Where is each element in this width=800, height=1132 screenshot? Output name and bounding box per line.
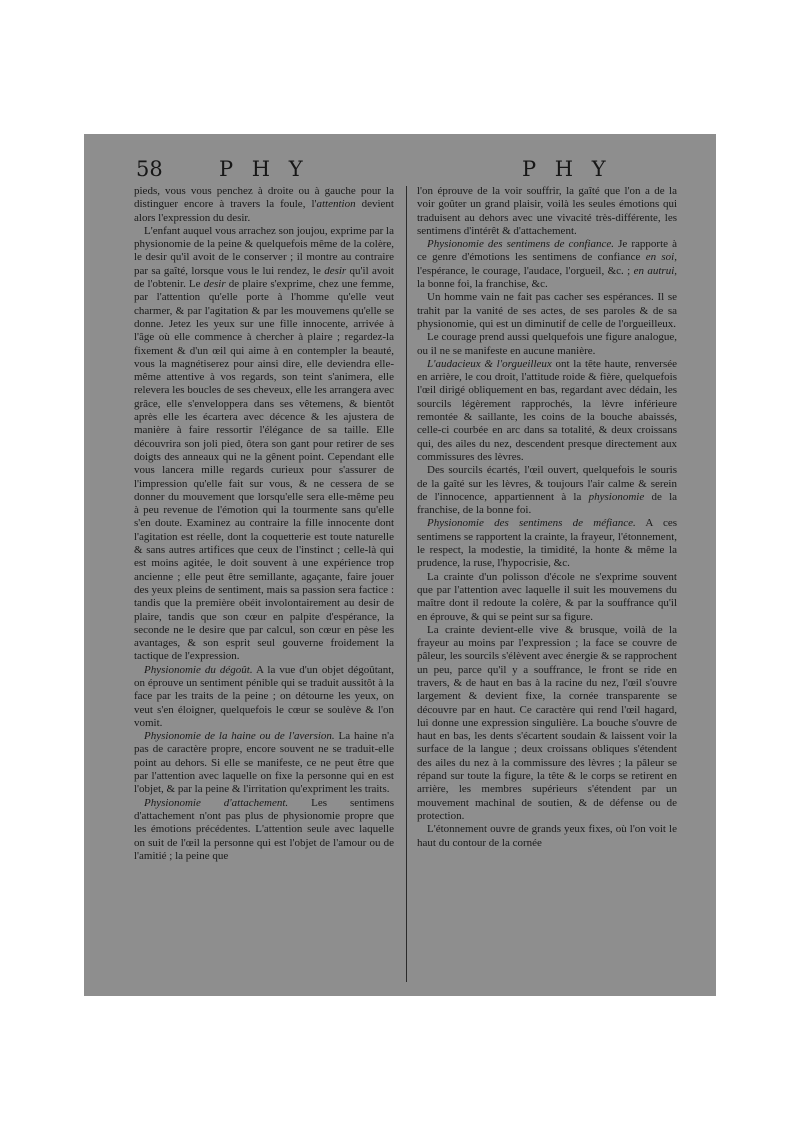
text-run: qu'il avoit de l'obtenir. Le: [134, 264, 394, 291]
text-run: L'enfant auquel vous arrachez son joujou, exprime par la physionomie de la peine & quelquefois même de la colère, le desir qu'il avoit de le conserver ; il montre au contraire par sa gaîté, lorsque vous le lui rendez, le: [134, 224, 394, 277]
left-text-column: [134, 185, 394, 985]
italic-run: Physionomie du dégoût.: [144, 663, 253, 676]
text-run: Un homme vain ne fait pas cacher ses espérances. Il se trahit par la vanité de ses actes, de ses paroles & de sa physionomie, qui est un diminutif de celle de l'orgueilleux.: [417, 291, 677, 330]
text-run: Le courage prend aussi quelquefois une figure analogue, ou il ne se manifeste en aucune manière.: [417, 331, 677, 357]
text-run: , l'espérance, le courage, l'audace, l'orgueil, &c. ;: [417, 251, 677, 277]
text-run: A la vue d'un objet dégoûtant, on éprouve un sentiment pénible qui se traduit aussitôt à la face par les traits de la peine ; on détourne les yeux, on veut s'en éloigner, quelquefois le cœur se soulève & l'on vomit.: [134, 663, 394, 729]
text-run: La haine n'a pas de caractère propre, encore souvent ne se traduit-elle point au dehors. Si elle se manifeste, ce ne peut être que par l'attention avec laquelle on fixe la personne qui en est l'objet, & par la peine & l'irritation qu'expriment les traits.: [134, 730, 394, 796]
paragraph: [417, 571, 677, 624]
text-run: La crainte devient-elle vive & brusque, voilà de la frayeur au moins par l'expression ; la face se couvre de pâleur, les sourcils s'élèvent avec énergie & se rapprochent un peu, parce qu'il y a souffrance, le front se ride en travers, & de haut en bas à la racine du nez, l'œil s'ouvre largement & devient fixe, la cornée transparente se découvre par en haut. Ce caractère qui rend l'œil hagard, lui donne une expression singulière. La bouche s'ouvre de haut en bas, les dents s'écartent soudain & laissent voir la surface de la langue ; deux croissans obliques s'étendent des ailes du nez à la commissure des lèvres ; la pâleur se répand sur toute la figure, la tête & le corps se retirent en arrière, les membres supérieurs s'étendent par un mouvement machinal de soutien, & de défense ou de protection.: [417, 623, 677, 822]
scanned-page: [84, 134, 716, 996]
italic-run: en autrui: [633, 264, 675, 277]
paragraph: [417, 185, 677, 238]
running-head-right: P H Y: [522, 157, 612, 181]
text-run: La crainte d'un polisson d'école ne s'exprime souvent que par l'attention avec laquelle il suit les mouvemens du maître dont il redoute la colère, & par la souffrance qu'il en éprouve, & qui se peint sur sa figure.: [417, 570, 677, 623]
text-run: Des sourcils écartés, l'œil ouvert, quelquefois le souris de la gaîté sur les lèvres, & toujours l'air calme & serein de l'innocence, appartiennent à la: [417, 464, 677, 503]
text-run: devient alors l'expression du desir.: [134, 198, 394, 224]
paragraph: [134, 797, 394, 863]
italic-run: L'audacieux & l'orgueilleux: [427, 357, 552, 370]
text-run: l'on éprouve de la voir souffrir, la gaîté que l'on a de la voir goûter un grand plaisir, voilà les seules émotions qui traduisent au dehors avec une vivacité très-différente, les sentimens d'intérêt & d'attachement.: [417, 185, 677, 237]
column-divider: [406, 186, 407, 982]
paragraph: [417, 358, 677, 464]
italic-run: attention: [316, 198, 356, 211]
paragraph: [417, 238, 677, 291]
paragraph: [134, 225, 394, 664]
text-run: pieds, vous vous penchez à droite ou à gauche pour la distinguer encore à travers la foule, l': [134, 185, 394, 211]
text-run: L'étonnement ouvre de grands yeux fixes, où l'on voit le haut du contour de la cornée: [417, 823, 677, 849]
text-run: Les sentimens d'attachement n'ont pas plus de physionomie propre que les émotions précédentes. L'attention seule avec laquelle on suit de l'œil la personne qui est l'objet de l'amour ou de l'amitié ; la peine que: [134, 796, 394, 862]
text-run: de plaire s'exprime, chez une femme, par l'attention qu'elle porte à l'homme qu'elle veut charmer, & par l'agitation & par les mouvemens qu'elle se donne. Jetez les yeux sur une fille innocente, arrivée à l'âge où elle commence à chercher à plaire ; regardez-la fixement & d'un œil qui aime à en contempler la beauté, vous la magnétiserez pour ainsi dire, elle deviendra elle-même attentive à vos regards, son teint s'animera, elle relevera les boucles de ses cheveux, elle les arrangera avec grâce, elle s'enveloppera dans ses vêtemens, & bientôt après elle les écartera avec décence & les ajustera de manière à faire ressortir l'élégance de sa taille. Elle découvrira son joli pied, ôtera son gant pour retirer de ses doigts des anneaux qui ne la gênent point. Cependant elle vous lancera mille regards curieux pour s'assurer de l'impression qu'elle fait sur vous, & ne cessera de se donner du mouvement que lorsqu'elle sera elle-même peu à peu revenue de l'émotion qui la tourmente sans qu'elle s'en doute. Examinez au contraire la fille innocente dont l'agitation est réelle, dont la coquetterie est toute naturelle & sans autres artifices que ceux de l'instinct ; celle-là qui est moins agitée, le doit souvent à une expérience trop ancienne ; elle peut être semillante, agaçante, faire jouer des yeux pleins de sentiment, mais sa passion sera factice : tandis que la première obéit involontairement au desir de plaire, tandis que son cœur en palpite d'espérance, la seconde ne le desire que par calcul, son cœur en pèse les avantages, & son esprit seul gouverne froidement la tactique de l'expression.: [134, 278, 394, 663]
italic-run: Physionomie d'attachement.: [144, 796, 289, 809]
paragraph: [134, 664, 394, 730]
text-run: de la franchise, de la bonne foi.: [417, 490, 677, 517]
italic-run: Physionomie des sentimens de méfiance.: [427, 517, 636, 530]
italic-run: Physionomie de la haine ou de l'aversion.: [144, 730, 335, 743]
text-run: , la bonne foi, la franchise, &c.: [417, 264, 677, 291]
paragraph: [134, 185, 394, 225]
paragraph: [417, 823, 677, 850]
italic-run: Physionomie des sentimens de confiance.: [427, 238, 615, 251]
text-run: Je rapporte à ce genre d'émotions les sentimens de confiance: [417, 238, 677, 264]
paragraph: [417, 464, 677, 517]
right-text-column: [417, 185, 677, 985]
page-number: 58: [136, 157, 163, 181]
italic-run: physionomie: [588, 490, 645, 503]
text-run: ont la tête haute, renversée en arrière, le cou droit, l'attitude roide & fière, quelquefois l'œil dirigé obliquement en bas, regardant avec dédain, les sourcils légèrement rapprochés, la lèvre inférieure remontée & saillante, les coins de la bouche abaissés, celle-ci courbée en arc dans sa totalité, & deux croissans qui, des ailes du nez, descendent presque directement aux commissures des lèvres.: [417, 357, 677, 463]
italic-run: desir: [324, 264, 347, 277]
paragraph: [417, 517, 677, 570]
paragraph: [417, 624, 677, 823]
paragraph: [134, 730, 394, 796]
italic-run: en soi: [645, 251, 675, 264]
running-head-left: P H Y: [219, 157, 309, 181]
paragraph: [417, 331, 677, 358]
text-run: A ces sentimens se rapportent la crainte, la frayeur, l'étonnement, le respect, la modestie, la timidité, la honte & même la prudence, la ruse, l'hypocrisie, &c.: [417, 517, 677, 570]
italic-run: desir: [203, 278, 226, 291]
paragraph: [417, 291, 677, 331]
